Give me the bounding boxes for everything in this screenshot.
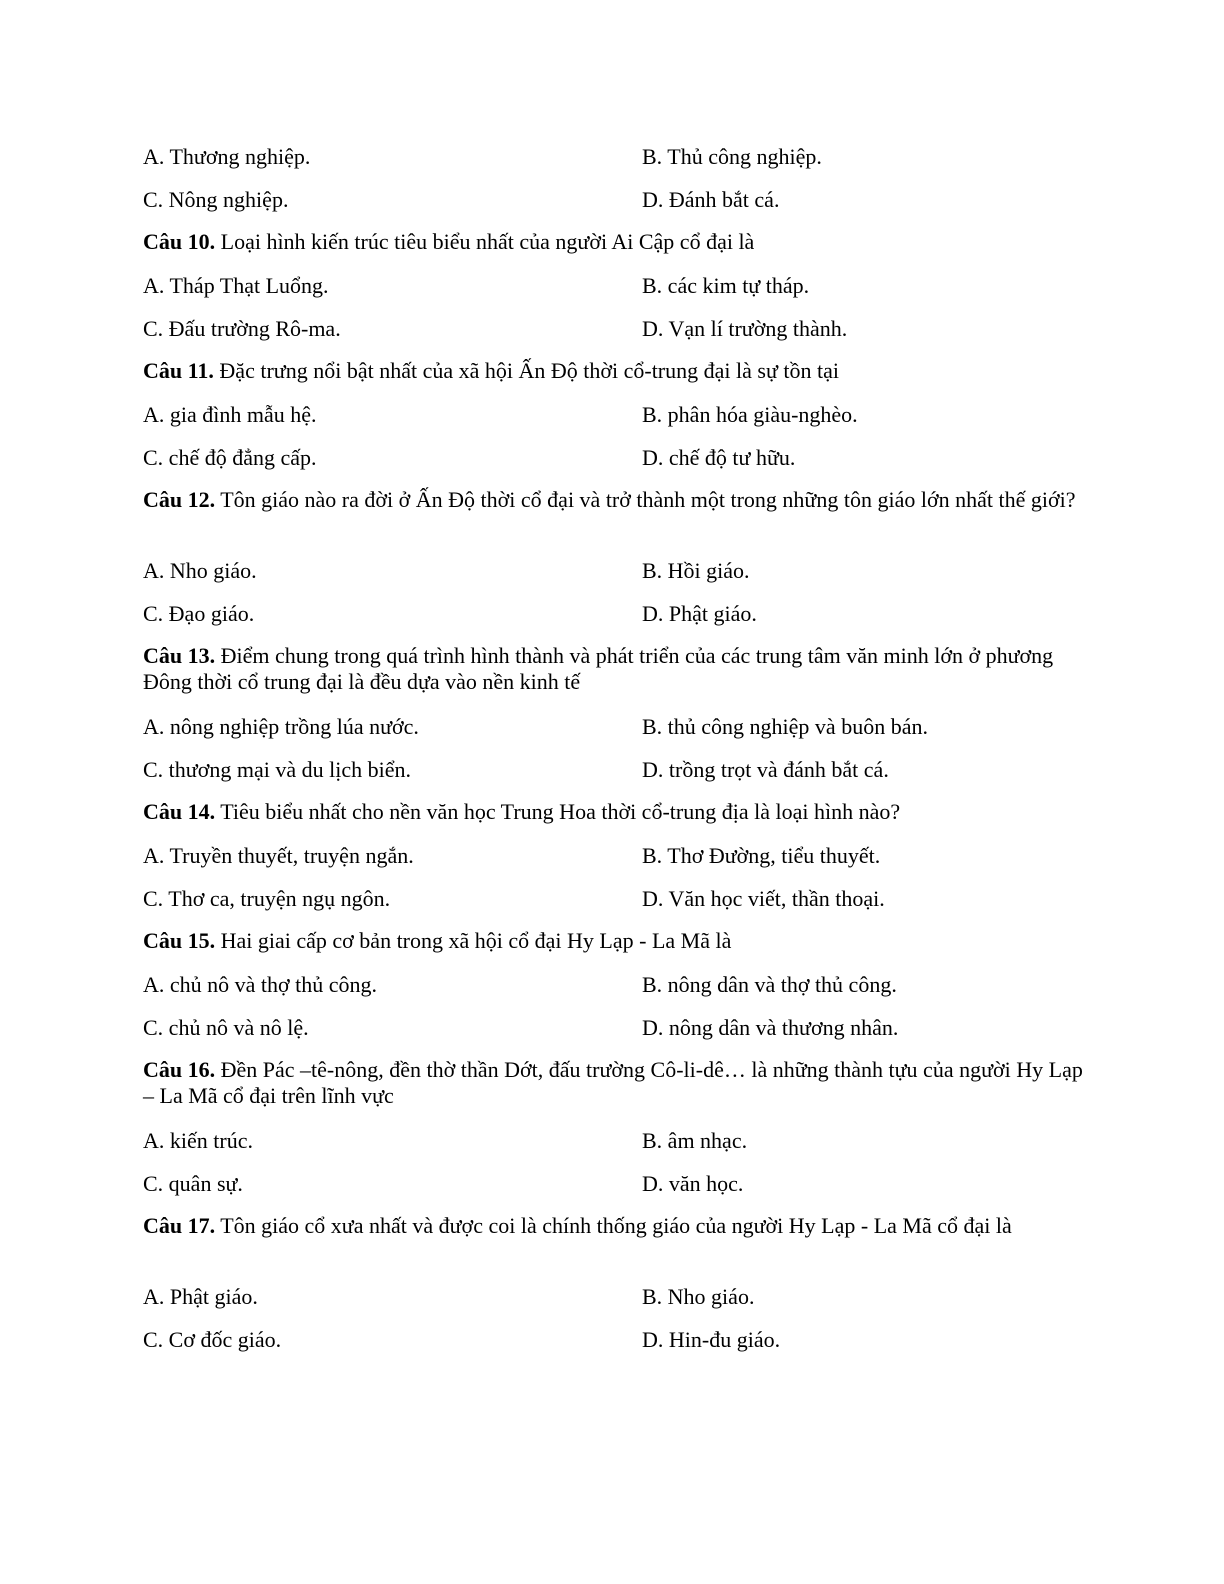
answer-row [143, 1014, 1083, 1057]
answer-option: B. Thơ Đường, tiểu thuyết. [642, 843, 881, 868]
question-text [143, 358, 1083, 401]
answer-option: D. nông dân và thương nhân. [642, 1015, 899, 1040]
question-number: Câu 12. [143, 487, 216, 512]
question-text [143, 643, 1083, 713]
answer-option: B. Nho giáo. [642, 1284, 755, 1309]
answer-row [143, 557, 1083, 600]
answer-option: C. Thơ ca, truyện ngụ ngôn. [143, 886, 391, 911]
question-body: Tiêu biểu nhất cho nền văn học Trung Hoa thời cổ-trung địa là loại hình nào? [215, 799, 901, 824]
answer-row [143, 401, 1083, 444]
answer-row [143, 1170, 1083, 1213]
answer-option: C. chế độ đẳng cấp. [143, 445, 317, 470]
question-text [143, 1213, 1083, 1283]
answer-option: B. Hồi giáo. [642, 558, 750, 583]
answer-row [143, 444, 1083, 487]
answer-row [143, 971, 1083, 1014]
answer-option: D. văn học. [642, 1171, 744, 1196]
answer-row [143, 272, 1083, 315]
answer-option: C. Nông nghiệp. [143, 187, 289, 212]
answer-option: B. các kim tự tháp. [642, 273, 810, 298]
question-number: Câu 16. [143, 1057, 216, 1082]
answer-option: B. phân hóa giàu-nghèo. [642, 402, 858, 427]
answer-option: C. chủ nô và nô lệ. [143, 1015, 309, 1040]
answer-option: D. Phật giáo. [642, 601, 757, 626]
answer-option: D. Vạn lí trường thành. [642, 316, 848, 341]
answer-option: A. chủ nô và thợ thủ công. [143, 972, 378, 997]
answer-option: A. Truyền thuyết, truyện ngắn. [143, 843, 414, 868]
answer-row [143, 756, 1083, 799]
answer-row [143, 885, 1083, 928]
question-text [143, 928, 1083, 971]
answer-option: A. Thương nghiệp. [143, 144, 311, 169]
question-body: Tôn giáo nào ra đời ở Ấn Độ thời cổ đại và trở thành một trong những tôn giáo lớn nhất thế giới? [215, 487, 1076, 512]
question-body: Loại hình kiến trúc tiêu biểu nhất của người Ai Cập cổ đại là [215, 229, 755, 254]
document-page [143, 143, 1083, 1369]
answer-row [143, 1127, 1083, 1170]
answer-option: C. quân sự. [143, 1171, 243, 1196]
question-text [143, 1057, 1083, 1127]
answer-row [143, 713, 1083, 756]
answer-row [143, 315, 1083, 358]
question-body: Tôn giáo cổ xưa nhất và được coi là chính thống giáo của người Hy Lạp - La Mã cổ đại là [215, 1213, 1012, 1238]
answer-row [143, 1283, 1083, 1326]
question-number: Câu 10. [143, 229, 216, 254]
answer-option: A. Phật giáo. [143, 1284, 258, 1309]
answer-option: D. chế độ tư hữu. [642, 445, 796, 470]
answer-row [143, 186, 1083, 229]
question-number: Câu 14. [143, 799, 216, 824]
answer-row [143, 1326, 1083, 1369]
answer-option: C. Đấu trường Rô-ma. [143, 316, 341, 341]
question-body: Đền Pác –tê-nông, đền thờ thần Dớt, đấu trường Cô-li-dê… là những thành tựu của người Hy Lạp – La Mã cổ đại trên lĩnh vực [143, 1057, 1083, 1108]
answer-option: C. Đạo giáo. [143, 601, 255, 626]
answer-option: B. thủ công nghiệp và buôn bán. [642, 714, 928, 739]
answer-option: B. Thủ công nghiệp. [642, 144, 822, 169]
answer-row [143, 143, 1083, 186]
answer-option: A. Nho giáo. [143, 558, 257, 583]
answer-option: C. thương mại và du lịch biển. [143, 757, 411, 782]
answer-option: B. âm nhạc. [642, 1128, 748, 1153]
answer-option: C. Cơ đốc giáo. [143, 1327, 282, 1352]
answer-option: D. Hin-đu giáo. [642, 1327, 781, 1352]
answer-option: A. nông nghiệp trồng lúa nước. [143, 714, 419, 739]
answer-row [143, 600, 1083, 643]
answer-option: B. nông dân và thợ thủ công. [642, 972, 897, 997]
question-text [143, 229, 1083, 272]
question-body: Điểm chung trong quá trình hình thành và phát triển của các trung tâm văn minh lớn ở phương Đông thời cổ trung đại là đều dựa vào nền kinh tế [143, 643, 1054, 694]
question-text [143, 487, 1083, 557]
answer-option: A. kiến trúc. [143, 1128, 253, 1153]
question-body: Hai giai cấp cơ bản trong xã hội cổ đại Hy Lạp - La Mã là [215, 928, 732, 953]
question-text [143, 799, 1083, 842]
answer-option: D. Đánh bắt cá. [642, 187, 780, 212]
answer-option: D. trồng trọt và đánh bắt cá. [642, 757, 889, 782]
answer-option: D. Văn học viết, thần thoại. [642, 886, 885, 911]
answer-option: A. gia đình mẫu hệ. [143, 402, 317, 427]
question-number: Câu 13. [143, 643, 216, 668]
question-number: Câu 17. [143, 1213, 216, 1238]
question-number: Câu 11. [143, 358, 214, 383]
answer-row [143, 842, 1083, 885]
question-body: Đặc trưng nổi bật nhất của xã hội Ấn Độ thời cổ-trung đại là sự tồn tại [213, 358, 839, 383]
answer-option: A. Tháp Thạt Luổng. [143, 273, 329, 298]
question-number: Câu 15. [143, 928, 216, 953]
